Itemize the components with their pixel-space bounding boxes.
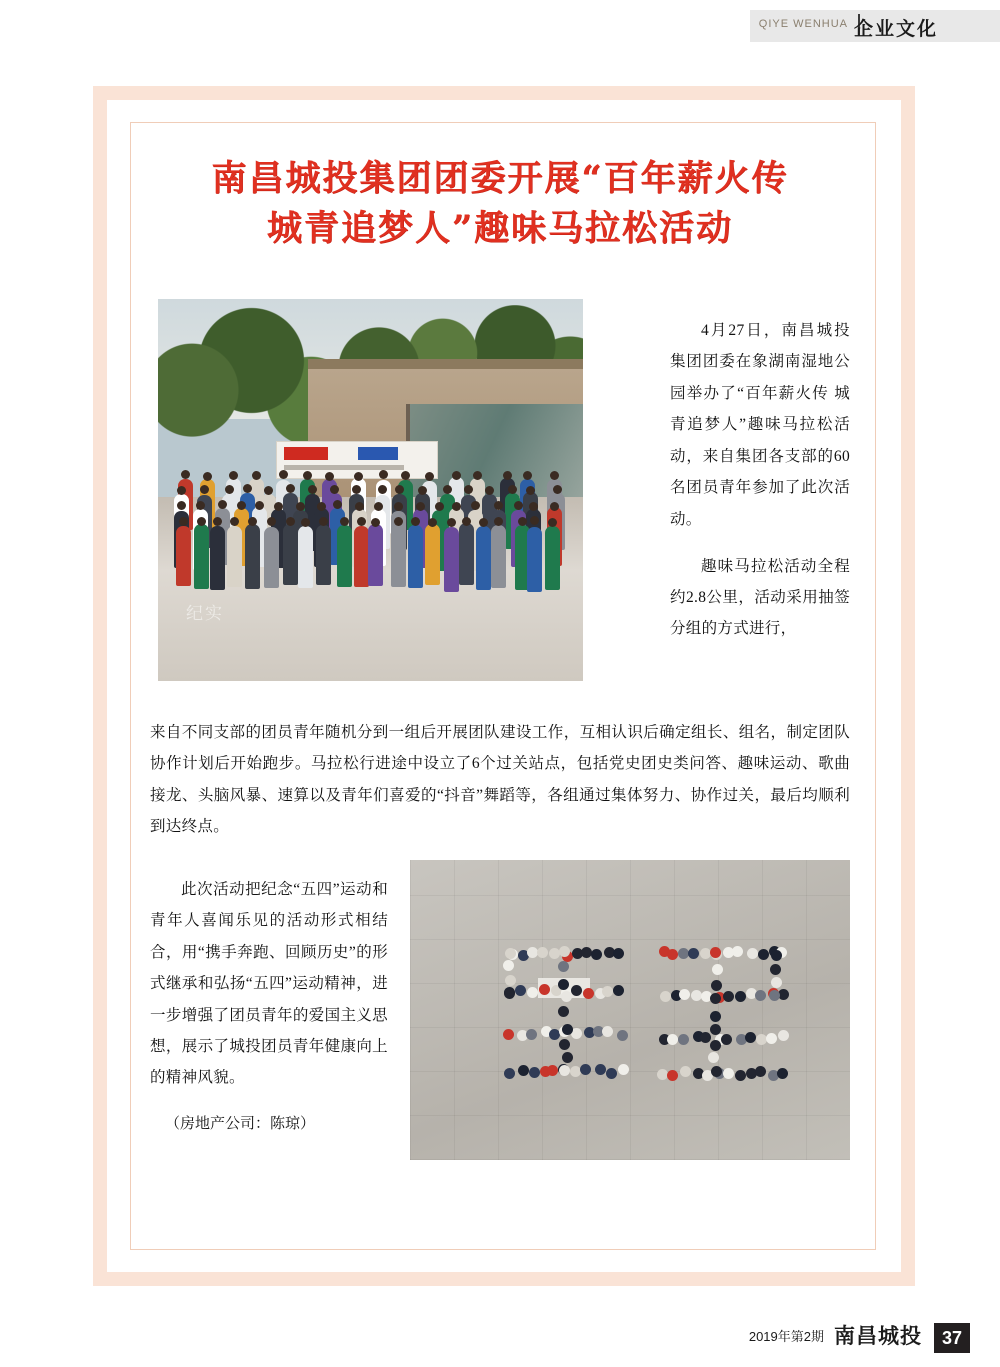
top-region: [150, 299, 850, 701]
article-title-line-1: 南昌城投集团团委开展“百年薪火传: [211, 158, 789, 199]
paragraph-2-body: 来自不同支部的团员青年随机分到一组后开展团队建设工作，互相认识后确定组长、组名，制定团队协作计划后开始跑步。马拉松行进途中设立了6个过关站点，包括党史团史类问答、趣味运动、歌曲接龙、头脑风暴、速算以及青年们喜爱的“抖音”舞蹈等，各组通过集体努力、协作过关，最后均顺利到达终点。: [150, 723, 850, 836]
article-body: [150, 140, 850, 1230]
banner-blue-text: [358, 447, 398, 460]
photo-watermark: 纪实: [186, 604, 224, 624]
low-region: [150, 858, 850, 1178]
section-title: 企业文化: [853, 19, 938, 40]
paragraph-1: 4月27日，南昌城投集团团委在象湖南湿地公园举办了“百年薪火传 城青追梦人”趣味马拉松活动，来自集团各支部的60名团员青年参加了此次活动。: [670, 321, 850, 528]
banner-red-text: [284, 447, 328, 460]
aerial-pavement: [410, 860, 850, 1160]
page-header: [0, 0, 1000, 52]
paragraph-3: 此次活动把纪念“五四”运动和青年人喜闻乐见的活动形式相结合，用“携手奔跑、回顾历史”的形式继承和弘扬“五四”运动精神，进一步增强了团员青年的爱国主义思想，展示了城投团员青年健康向上的精神风貌。: [150, 880, 388, 1087]
group-photo: [158, 299, 583, 681]
intro-text-column: [670, 299, 850, 660]
page-number-badge: 37: [934, 1323, 970, 1353]
closing-text-column: [150, 858, 388, 1133]
photo-crowd: [158, 467, 583, 597]
article-title-line-2: 城青追梦人”趣味马拉松活动: [266, 207, 734, 249]
page-footer: [0, 1307, 1000, 1367]
article-title: [150, 154, 850, 253]
mid-region: [150, 717, 850, 843]
article-credit: （房地产公司：陈琼）: [165, 1115, 316, 1132]
header-latin-mark: QIYE WENHUA: [758, 18, 848, 30]
header-divider: [0, 44, 1000, 46]
aerial-formation-photo: [410, 860, 850, 1160]
brand-label: 南昌城投: [834, 1323, 922, 1348]
issue-label: 2019年第2期: [748, 1329, 824, 1344]
paragraph-2-head: 趣味马拉松活动全程约2.8公里，活动采用抽签分组的方式进行，: [670, 557, 850, 638]
